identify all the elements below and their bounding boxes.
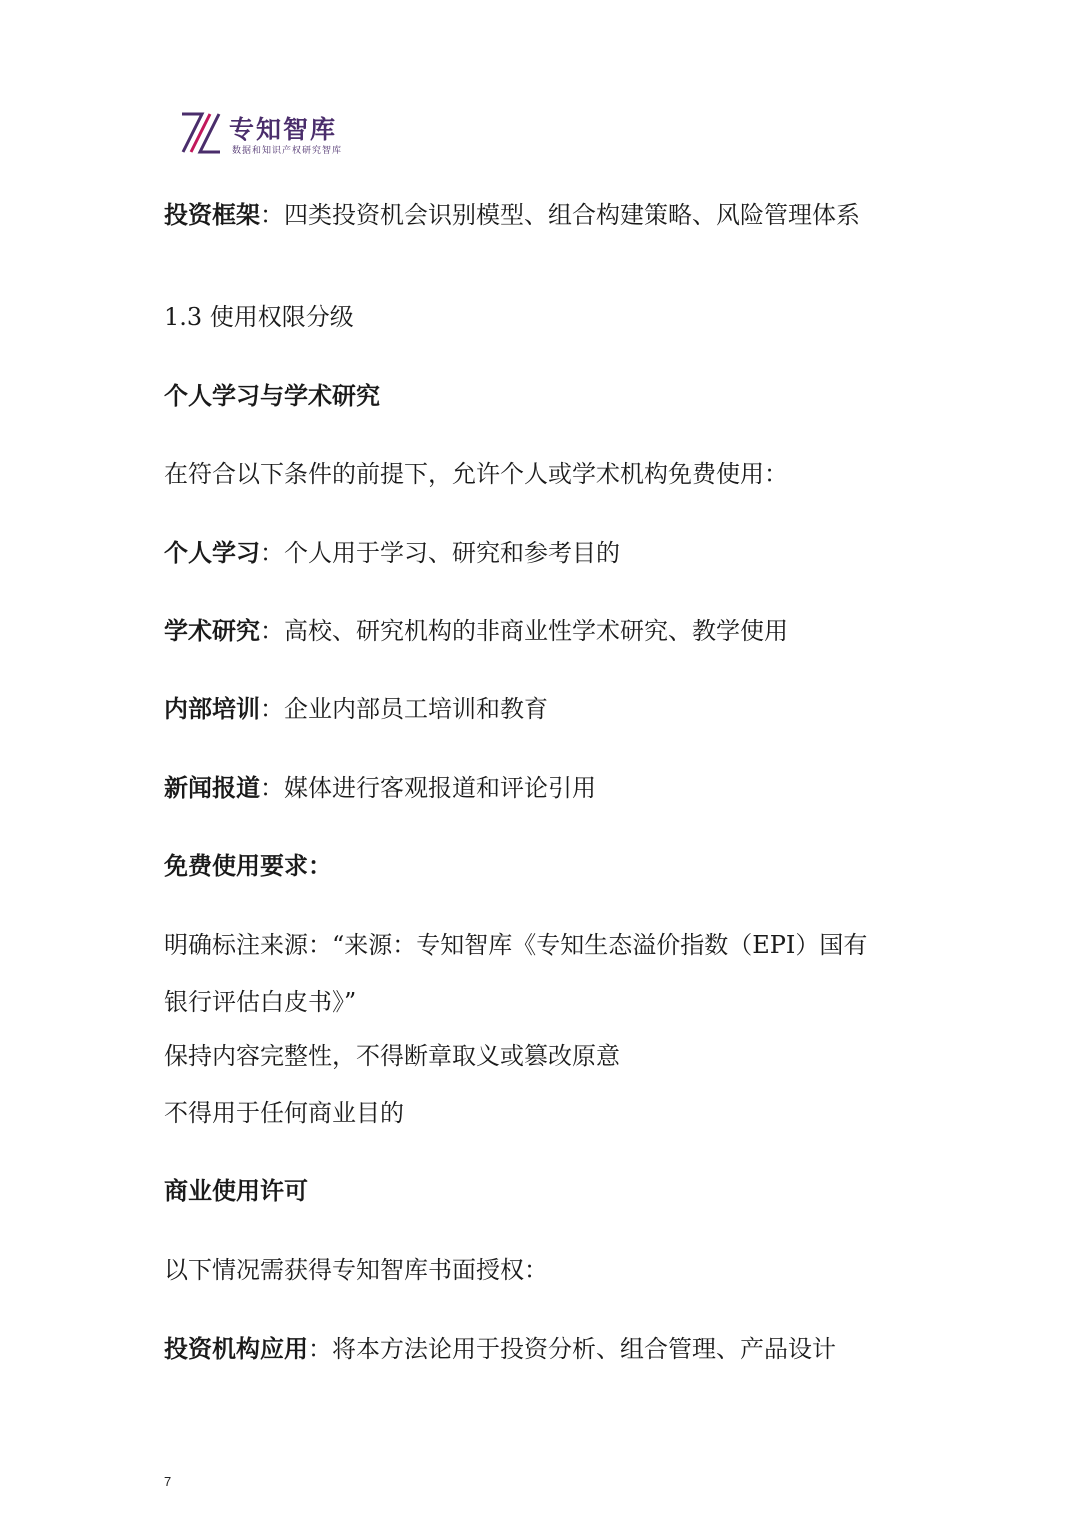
requirement-attribution: 明确标注来源：“来源：专知智库《专知生态溢价指数（EPI）国有 [164,931,868,959]
item-news-reporting: 新闻报道：媒体进行客观报道和评论引用 [164,774,596,802]
page-number: 7 [164,1474,172,1489]
item-internal-training: 内部培训：企业内部员工培训和教育 [164,695,548,723]
item-academic-research: 学术研究：高校、研究机构的非商业性学术研究、教学使用 [164,617,788,645]
paragraph-commercial-intro: 以下情况需获得专知智库书面授权： [164,1256,548,1284]
paragraph-investment-framework: 投资框架：四类投资机会识别模型、组合构建策略、风险管理体系 [164,201,860,229]
subheading-personal-academic: 个人学习与学术研究 [164,382,380,410]
logo-name: 专知智库 [229,115,338,144]
requirement-non-commercial: 不得用于任何商业目的 [164,1099,404,1127]
zl-logo-mark-icon [180,111,222,155]
requirement-attribution-cont: 银行评估白皮书》” [164,988,357,1016]
item-personal-learning: 个人学习：个人用于学习、研究和参考目的 [164,539,620,567]
section-heading-1-3: 1.3 使用权限分级 [164,303,354,331]
subheading-free-use-requirements: 免费使用要求： [164,852,332,880]
logo-tagline: 数据和知识产权研究智库 [232,146,343,156]
subheading-commercial-license: 商业使用许可 [164,1177,308,1205]
paragraph-free-use-intro: 在符合以下条件的前提下，允许个人或学术机构免费使用： [164,460,788,488]
requirement-integrity: 保持内容完整性，不得断章取义或篡改原意 [164,1042,620,1070]
item-investment-institution: 投资机构应用：将本方法论用于投资分析、组合管理、产品设计 [164,1335,836,1363]
logo [180,108,380,158]
